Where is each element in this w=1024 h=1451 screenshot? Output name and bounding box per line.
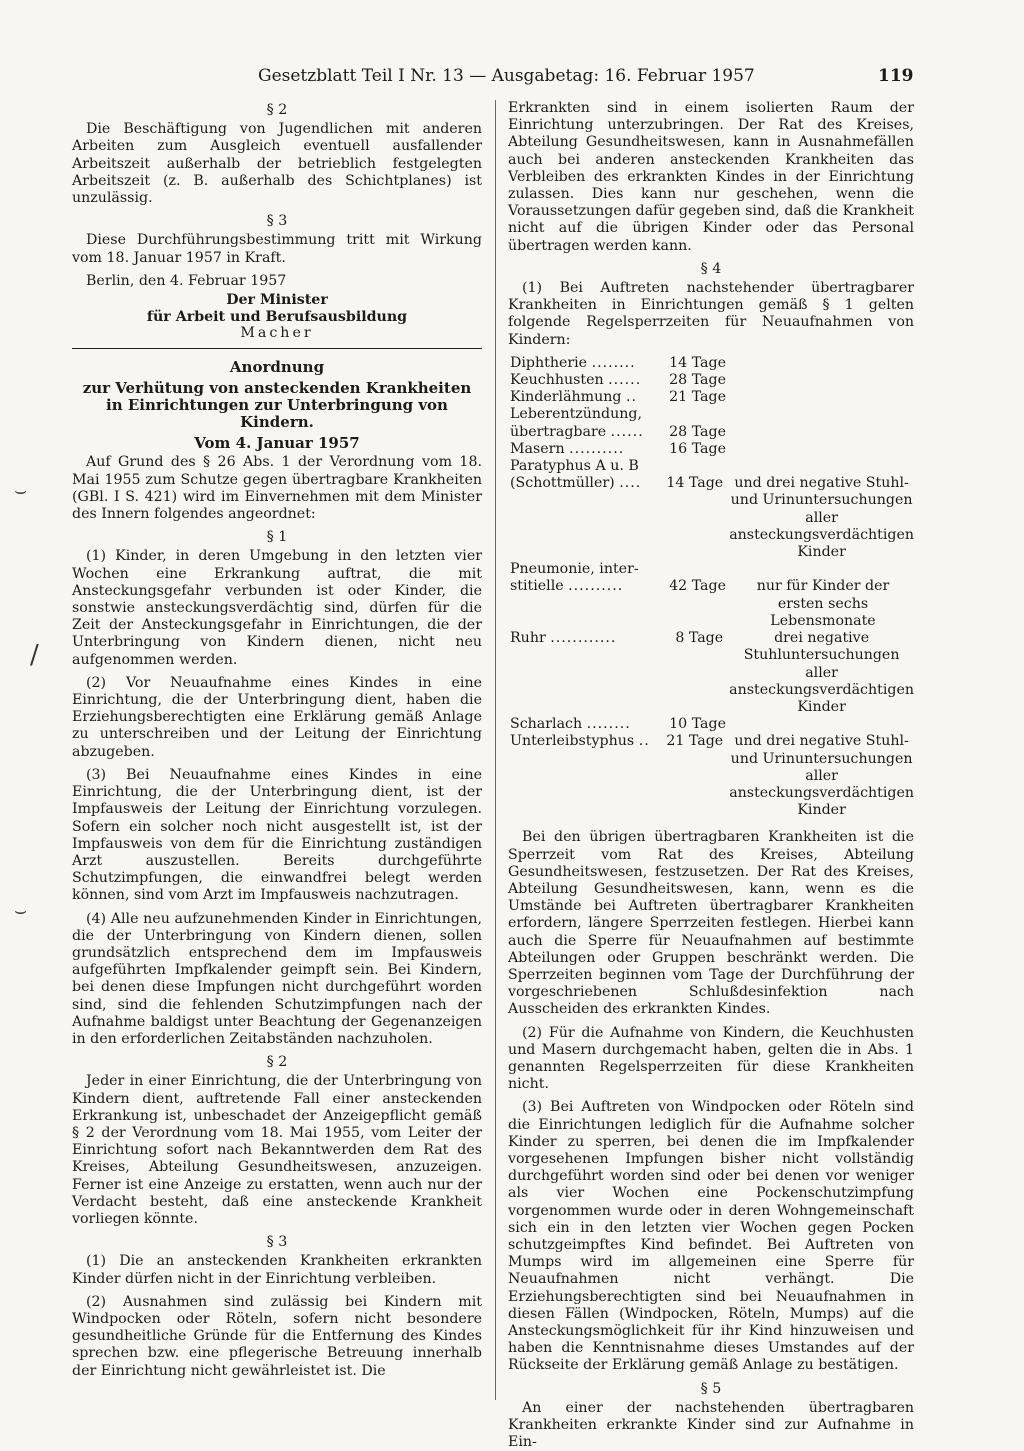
- condition-cell: und drei negative Stuhl- und Urinuntersuchungen aller ansteckungsverdächtigen Kinder: [729, 733, 915, 819]
- disease-name: Keuchhusten: [510, 372, 604, 389]
- table-row: [508, 424, 914, 441]
- leader-dots: ........: [591, 354, 636, 371]
- leader-dots: ..........: [569, 440, 625, 457]
- table-row: [508, 355, 914, 372]
- period-cell: 21 Tage: [666, 733, 724, 750]
- page-header: [0, 66, 1024, 90]
- margin-slash-mark: /: [30, 640, 39, 670]
- section-heading: § 5: [700, 1380, 722, 1397]
- disease-name: stitielle: [510, 578, 564, 595]
- signer-ministry: für Arbeit und Berufsausbildung: [146, 308, 408, 325]
- margin-check-mark: ⌣: [14, 478, 28, 502]
- table-row: [508, 716, 914, 733]
- paragraph: Jeder in einer Einrichtung, die der Unterbringung von Kindern dient, auftretende Fall einer ansteckenden Erkrankung ist, unbeschadet der Anzeigepflicht gemäß § 2 der Verordnung vom 18. Mai 1955, vom Leiter der Einrichtung sofort nach Bekanntwerden dem Rat des Kreises, Abteilung Gesundheitswesen, anzuzeigen. Ferner ist eine Anzeige zu erstatten, wenn auch nur der Verdacht besteht, daß eine ansteckende Krankheit vorliegen könnte.: [72, 1073, 482, 1227]
- leader-dots: ....: [619, 475, 642, 492]
- leader-dots: ..........: [568, 578, 624, 595]
- table-row: [508, 561, 914, 578]
- section-heading: § 3: [266, 213, 288, 230]
- preamble: Auf Grund des § 26 Abs. 1 der Verordnung vom 18. Mai 1955 zum Schutze gegen übertragbare Krankheiten (GBl. I S. 421) wird im Einvernehmen mit dem Minister des Innern folgendes angeordnet:: [72, 454, 482, 523]
- table-row: [508, 406, 914, 423]
- leader-dots: ..: [626, 389, 638, 406]
- disease-name: übertragbare: [510, 423, 607, 440]
- paragraph: Die Beschäftigung von Jugendlichen mit anderen Arbeiten zum Ausgleich eventuell ausfallender Arbeitszeit außerhalb der betrieblich festgelegten Arbeitszeit (z. B. außerhalb des Schichtplanes) ist unzulässig.: [72, 121, 482, 207]
- disease-cell: [508, 475, 658, 492]
- period-cell: 14 Tage: [666, 475, 724, 492]
- paragraph: (1) Bei Auftreten nachstehender übertragbarer Krankheiten in Einrichtungen gemäß § 1 gelten folgende Regelsperrzeiten für Neuaufnahmen von Kindern:: [508, 280, 914, 348]
- disease-name: (Schottmüller): [510, 475, 615, 492]
- condition-cell: und drei negative Stuhl- und Urinuntersuchungen aller ansteckungsverdächtigen Kinder: [729, 475, 915, 561]
- disease-name: Masern: [510, 440, 565, 457]
- period-cell: 28 Tage: [669, 372, 726, 389]
- period-cell: 10 Tage: [669, 716, 726, 733]
- disease-name: Paratyphus A u. B: [510, 458, 639, 475]
- disease-cell: [508, 716, 660, 733]
- paragraph: (3) Bei Neuaufnahme eines Kindes in eine Einrichtung, die der Unterbringung dient, ist der Impfausweis der Leitung der Einrichtung vorzulegen. Sofern ein solcher noch nicht ausgestellt ist, ist der Impfausweis von dem für die Einrichtung zuständigen Arzt auszustellen. Bereits durchgeführte Schutzimpfungen, die einwandfrei belegt werden können, sind vom Arzt im Impfausweis nachzutragen.: [72, 766, 482, 904]
- table-row: [508, 733, 914, 819]
- disease-cell: [508, 630, 658, 647]
- paragraph: (2) Für die Aufnahme von Kindern, die Keuchhusten und Masern durchgemacht haben, gelten die in Abs. 1 genannten Regelsperrzeiten für diese Krankheiten nicht.: [508, 1024, 914, 1093]
- order-title: Anordnung: [229, 358, 325, 377]
- section-heading: § 1: [266, 529, 288, 546]
- disease-cell: [508, 355, 660, 372]
- period-cell: 8 Tage: [675, 630, 724, 647]
- page-number: 119: [878, 66, 914, 86]
- paragraph: (1) Kinder, in deren Umgebung in den letzten vier Wochen eine Erkrankung auftrat, die mit Ansteckungsgefahr verbunden ist oder Kinder, die sonstwie ansteckungsverdächtig sind, dürfen für die Zeit der Ansteckungsgefahr in Einrichtungen, die der Unterbringung von Kindern dienen, nicht neu aufgenommen werden.: [72, 548, 482, 668]
- leader-dots: ........: [586, 716, 631, 733]
- disease-cell: [508, 441, 660, 458]
- section-heading: § 2: [266, 1054, 288, 1071]
- table-row: [508, 441, 914, 458]
- period-cell: 16 Tage: [669, 440, 726, 457]
- disease-name: Scharlach: [510, 716, 583, 733]
- leader-dots: ............: [550, 630, 617, 647]
- disease-cell: [508, 458, 660, 475]
- left-column: [72, 100, 482, 1400]
- paragraph: An einer der nachstehenden übertragbaren Krankheiten erkrankte Kinder sind zur Aufnahme in Ein-: [508, 1399, 914, 1451]
- period-cell: 14 Tage: [669, 354, 726, 371]
- disease-name: Kinderlähmung: [510, 389, 622, 406]
- paragraph: (2) Vor Neuaufnahme eines Kindes in eine Einrichtung, die der Unterbringung dient, haben die Erziehungsberechtigten eine Erklärung gemäß Anlage zu unterschreiben und der Leitung der Einrichtung abzugeben.: [72, 674, 482, 760]
- margin-check-mark: ⌣: [14, 898, 28, 922]
- leader-dots: ......: [608, 372, 642, 389]
- paragraph: Bei den übrigen übertragbaren Krankheiten ist die Sperrzeit vom Rat des Kreises, Abteilung Gesundheitswesen, festzusetzen. Der Rat des Kreises, Abteilung Gesundheitswesen, kann, wenn es die Umstände bei Auftreten übertragbarer Krankheiten erfordern, längere Sperrzeiten festlegen. Hierbei kann auch die Sperre für Neuaufnahmen auf bestimmte Abteilungen oder Gruppen beschränkt werden. Die Sperrzeiten beginnen vom Tage der Durchführung der vorgeschriebenen Schlußdesinfektion nach Ausscheiden des erkrankten Kindes.: [508, 829, 914, 1018]
- quarantine-period-table: [508, 355, 914, 819]
- order-subtitle: zur Verhütung von ansteckenden Krankheiten in Einrichtungen zur Unterbringung von Kindern.: [82, 379, 472, 432]
- disease-name: Unterleibstyphus: [510, 733, 635, 750]
- paragraph: (2) Ausnahmen sind zulässig bei Kindern mit Windpocken oder Röteln, sofern nicht besondere gesundheitliche Gründe für die Entfernung des Kindes sprechen bzw. eine pflegerische Betreuung innerhalb der Einrichtung nicht gewährleistet ist. Die: [72, 1293, 482, 1379]
- separator-rule: [72, 348, 482, 349]
- signer-name: Macher: [240, 325, 314, 342]
- leader-dots: ..: [638, 733, 650, 750]
- paragraph: (4) Alle neu aufzunehmenden Kinder in Einrichtungen, die der Unterbringung von Kindern dienen, sollen grundsätzlich entsprechend dem im Impfausweis aufgeführten Impfkalender geimpft sein. Bei Kindern, bei denen diese Impfungen nicht durchgeführt worden sind, sind die fehlenden Schutzimpfungen nach der Aufnahme baldigst unter Beachtung der Gegenanzeigen in den erforderlichen Zeitabständen nachzuholen.: [72, 910, 482, 1047]
- paragraph: (1) Die an ansteckenden Krankheiten erkrankten Kinder dürfen nicht in der Einrichtung verbleiben.: [72, 1253, 482, 1287]
- disease-name: Diphtherie: [510, 354, 588, 371]
- paragraph: Erkrankten sind in einem isolierten Raum der Einrichtung unterzubringen. Der Rat des Kreises, Abteilung Gesundheitswesen, kann in Ausnahmefällen auch bei anderen ansteckenden Krankheiten das Verbleiben des erkrankten Kindes in der Einrichtung zulassen. Dies kann nur geschehen, wenn die Voraussetzungen dafür gegeben sind, daß die Krankheit nicht auf die übrigen Kinder oder das Personal übertragen werden kann.: [508, 100, 914, 254]
- disease-name: Leberentzündung,: [510, 406, 643, 423]
- paragraph: (3) Bei Auftreten von Windpocken oder Röteln sind die Einrichtungen lediglich für die Aufnahme solcher Kinder zu sperren, bei denen die im Impfkalender vorgesehenen Impfungen bisher nicht vollständig durchgeführt worden sind oder bei denen vor weniger als vier Wochen eine Pockenschutzimpfung vorgenommen wurde oder in deren Wohngemeinschaft sich ein in den letzten vier Wochen gegen Pocken schutzgeimpftes Kind befindet. Bei Auftreten von Mumps wird im allgemeinen eine Sperre für Neuaufnahmen nicht verhängt. Die Erziehungsberechtigten sind bei Neuaufnahmen in diesen Fällen (Windpocken, Röteln, Mumps) auf die Ansteckungsmöglichkeit für ihr Kind hinzuweisen und haben die Kenntnisnahme dieses Umstandes auf der Rückseite der Erklärung gemäß Anlage zu bestätigen.: [508, 1099, 914, 1374]
- disease-cell: [508, 561, 660, 578]
- section-heading: § 3: [266, 1234, 288, 1251]
- section-heading: § 2: [266, 102, 288, 118]
- condition-cell: nur für Kinder der ersten sechs Lebensmonate: [756, 578, 890, 629]
- table-row: [508, 630, 914, 716]
- disease-name: Ruhr: [510, 630, 546, 647]
- disease-cell: [508, 372, 660, 389]
- condition-cell: drei negative Stuhluntersuchungen aller ansteckungsverdächtigen Kinder: [729, 630, 914, 715]
- period-cell: 28 Tage: [669, 423, 726, 440]
- place-date: Berlin, den 4. Februar 1957: [86, 272, 287, 289]
- paragraph: Diese Durchführungsbestimmung tritt mit Wirkung vom 18. Januar 1957 in Kraft.: [72, 232, 482, 266]
- column-divider: [495, 100, 496, 1400]
- leader-dots: ......: [610, 423, 644, 440]
- disease-cell: [508, 406, 660, 423]
- order-date: Vom 4. Januar 1957: [194, 434, 360, 453]
- table-row: [508, 389, 914, 406]
- table-row: [508, 458, 914, 475]
- table-row: [508, 475, 914, 561]
- gazette-header-title: Gesetzblatt Teil I Nr. 13 — Ausgabetag: 16. Februar 1957: [258, 66, 755, 86]
- right-column: [508, 100, 915, 1451]
- period-cell: 21 Tage: [669, 389, 726, 406]
- table-row: [508, 578, 914, 630]
- disease-cell: [508, 424, 660, 441]
- table-row: [508, 372, 914, 389]
- section-heading: § 4: [700, 260, 722, 277]
- period-cell: 42 Tage: [669, 578, 726, 595]
- signer-title: Der Minister: [226, 292, 328, 309]
- disease-name: Pneumonie, inter-: [510, 561, 639, 578]
- disease-cell: [508, 578, 660, 595]
- disease-cell: [508, 389, 660, 406]
- disease-cell: [508, 733, 658, 750]
